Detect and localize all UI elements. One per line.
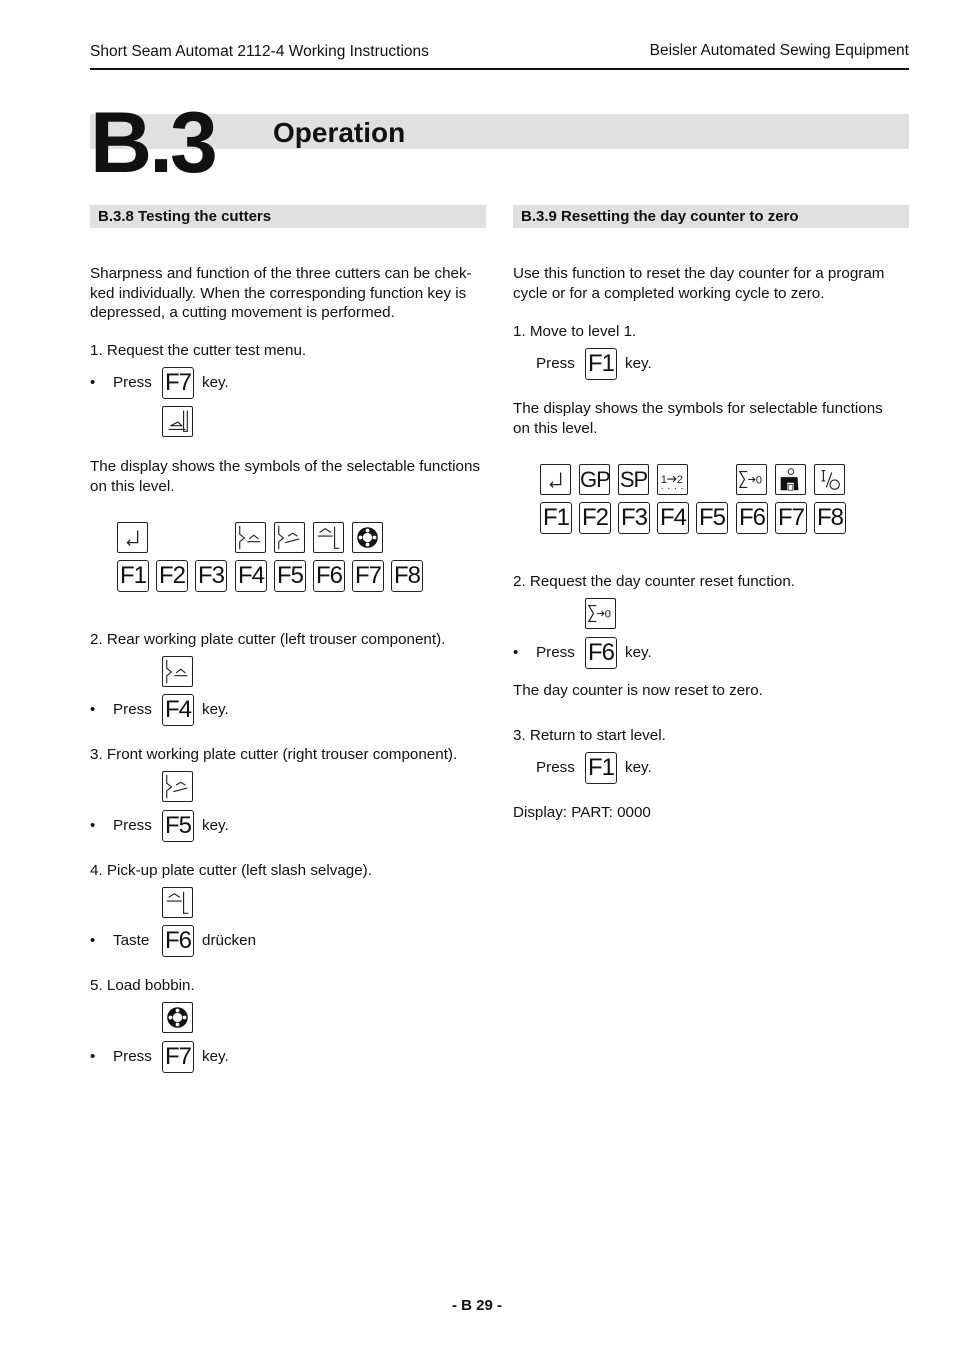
press-label: Press [113,374,152,391]
bullet: • [90,932,96,949]
press-label: Press [536,759,575,776]
right-intro-line: Use this function to reset the day counter for a program [513,265,885,282]
pickup-plate-cutter-icon [313,522,344,553]
front-plate-cutter-icon [274,522,305,553]
left-intro-line: Sharpness and function of the three cutters can be chek- [90,265,472,282]
return-arrow-icon [117,522,148,553]
gp-symbol: GP [579,464,610,495]
display-text-line: on this level. [90,477,175,495]
f6-key[interactable]: F6 [313,560,345,592]
f4-key[interactable]: F4 [235,560,267,592]
bullet: • [90,701,96,718]
left-step-3: 3. Front working plate cutter (right trouser component). [90,746,458,763]
f1-key[interactable]: F1 [540,502,572,534]
sp-symbol: SP [618,464,649,495]
key-label: key. [202,1048,229,1065]
svg-text:2: 2 [676,473,683,486]
right-intro [513,264,913,303]
chapter-number: B.3 [90,95,215,191]
left-step-5: 5. Load bobbin. [90,977,195,994]
display-result: Display: PART: 0000 [513,804,651,821]
f6-key[interactable]: F6 [736,502,768,534]
reset-note: The day counter is now reset to zero. [513,682,763,699]
page-number: - B 29 - [451,1297,502,1314]
sequence-1-to-2-icon [657,464,688,495]
press-label: Press [113,701,152,718]
f3-key[interactable]: F3 [195,560,227,592]
f4-key[interactable]: F4 [657,502,689,534]
left-step-4: 4. Pick-up plate cutter (left slash selvage). [90,862,372,879]
f7-key[interactable]: F7 [162,367,194,399]
f8-key[interactable]: F8 [814,502,846,534]
pickup-plate-cutter-icon [162,887,193,918]
f8-key[interactable]: F8 [391,560,423,592]
f1-key[interactable]: F1 [117,560,149,592]
key-label: key. [202,374,229,391]
f2-key[interactable]: F2 [156,560,188,592]
right-intro-line: cycle or for a completed working cycle to zero. [513,284,825,302]
cutter-test-icon [162,406,193,437]
front-plate-cutter-icon [162,771,193,802]
key-label: key. [202,817,229,834]
right-step-2: 2. Request the day counter reset function. [513,573,795,590]
bobbin-icon [352,522,383,553]
f7-key[interactable]: F7 [352,560,384,592]
f1-key[interactable]: F1 [585,348,617,380]
io-icon [814,464,845,495]
f7-key[interactable]: F7 [775,502,807,534]
key-label: key. [625,355,652,372]
sewing-machine-icon [775,464,806,495]
right-step-1: 1. Move to level 1. [513,323,637,340]
f5-key[interactable]: F5 [162,810,194,842]
left-display-text [90,457,495,496]
sum-reset-icon [585,598,616,629]
svg-text:1: 1 [660,473,668,486]
sum-reset-icon [736,464,767,495]
bullet: • [513,644,519,661]
svg-text:0: 0 [604,608,611,621]
f6-key[interactable]: F6 [162,925,194,957]
key-label: key. [625,759,652,776]
f2-key[interactable]: F2 [579,502,611,534]
section-heading-reset-counter: B.3.9 Resetting the day counter to zero [513,205,909,228]
display-text-line: on this level. [513,419,598,437]
left-intro [90,264,490,323]
key-label: key. [202,701,229,718]
taste-label: Taste [113,932,150,949]
press-label: Press [113,1048,152,1065]
svg-text:0: 0 [755,474,762,487]
header-title: Short Seam Automat 2112-4 Working Instructions [90,43,429,60]
left-step-1: 1. Request the cutter test menu. [90,342,307,359]
right-step-3: 3. Return to start level. [513,727,666,744]
bobbin-icon [162,1002,193,1033]
f4-key[interactable]: F4 [162,694,194,726]
left-step-2: 2. Rear working plate cutter (left trouser component). [90,631,446,648]
press-label: Press [113,817,152,834]
f3-key[interactable]: F3 [618,502,650,534]
rear-plate-cutter-icon [162,656,193,687]
section-heading-testing-cutters: B.3.8 Testing the cutters [90,205,486,228]
bullet: • [90,817,96,834]
header-company: Beisler Automated Sewing Equipment [649,42,909,59]
key-label: key. [625,644,652,661]
left-intro-line: ked individually. When the corresponding function key is [90,284,467,302]
return-arrow-icon [540,464,571,495]
f7-key[interactable]: F7 [162,1041,194,1073]
chapter-title: Operation [273,117,406,148]
f5-key[interactable]: F5 [696,502,728,534]
left-intro-line: depressed, a cutting movement is performed. [90,304,395,321]
header-rule [90,68,909,70]
display-text-line: The display shows the symbols for selectable functions [513,400,883,417]
rear-plate-cutter-icon [235,522,266,553]
press-label: Press [536,644,575,661]
bullet: • [90,374,96,391]
f5-key[interactable]: F5 [274,560,306,592]
press-label: Press [536,355,575,372]
right-display-text [513,399,918,438]
bullet: • [90,1048,96,1065]
druecken-label: drücken [202,932,257,949]
display-text-line: The display shows the symbols of the selectable functions [90,458,481,475]
f6-key[interactable]: F6 [585,637,617,669]
f1-key[interactable]: F1 [585,752,617,784]
